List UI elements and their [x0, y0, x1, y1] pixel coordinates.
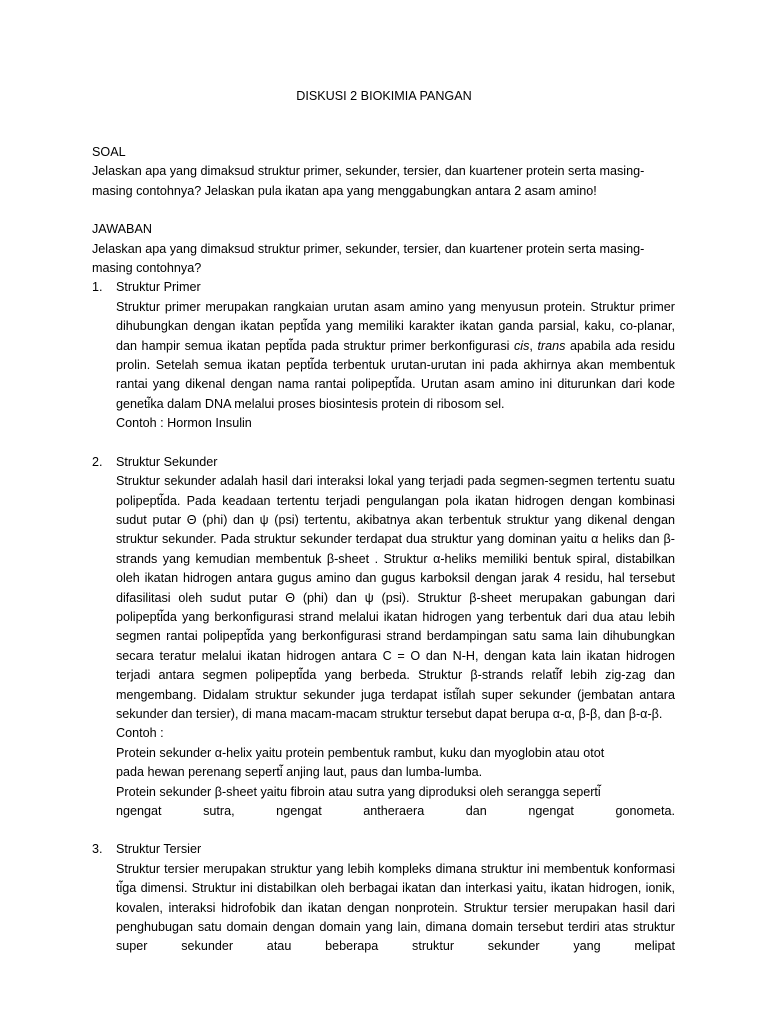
example-line: ngengat sutra, ngengat antheraera dan ngengat gonometa.	[116, 804, 675, 818]
section-body	[116, 298, 675, 414]
italic-trans: trans	[537, 338, 566, 353]
document-body	[92, 143, 675, 957]
body-text-b: apabila ada residu prolin. Setelah semua ikatan pepti͂da terbentuk urutan-urutan ini pada akhirnya akan membentuk rantai yang dikenal dengan nama rantai polipepti͂da. Urutan asam amino ini diturunkan dari kode geneti͂ka dalam DNA melalui proses biosintesis protein di ribosom sel.	[116, 338, 676, 411]
section-number: 1.	[92, 280, 103, 295]
jawaban-intro: Jelaskan apa yang dimaksud struktur primer, sekunder, tersier, dan kuartener protein serta masing-masing contohnya?	[92, 241, 645, 276]
italic-cis: cis	[513, 338, 530, 353]
example-line: Protein sekunder α-helix yaitu protein pembentuk rambut, kuku dan myoglobin atau otot	[116, 745, 605, 760]
example-label: Contoh :	[116, 726, 164, 741]
soal-heading: SOAL	[92, 145, 126, 159]
section-number: 2.	[92, 454, 103, 469]
body-text-a: Struktur primer merupakan rangkaian urutan asam amino yang menyusun protein. Struktur primer dihubungkan dengan ikatan pepti͂da yang memiliki karakter ikatan ganda parsial, kaku, co-planar, dan hampir semua ikatan pepti͂da pada struktur primer berkonfigurasi	[116, 299, 675, 353]
section-body: Struktur tersier merupakan struktur yang lebih kompleks dimana struktur ini membentuk konformasi ti͂ga dimensi. Struktur ini distabilkan oleh berbagai ikatan dan interkasi yaitu, ikatan hidrogen, ionik, kovalen, interaksi hidrofobik dan ikatan dengan nonprotein. Struktur tersier merupakan hasil dari penghubugan satu domain dengan domain yang lain, dimana domain tersebut terdiri atas struktur super sekunder atau beberapa struktur sekunder yang melipat	[116, 861, 675, 954]
section-heading: Struktur Tersier	[116, 842, 202, 857]
soal-text: Jelaskan apa yang dimaksud struktur primer, sekunder, tersier, dan kuartener protein serta masing-masing contohnya? Jelaskan pula ikatan apa yang menggabungkan antara 2 asam amino!	[92, 164, 645, 198]
section-heading: Struktur Sekunder	[116, 454, 218, 469]
example-line: pada hewan perenang seperti͂ anjing laut, paus dan lumba-lumba.	[116, 765, 483, 780]
section-heading: Struktur Primer	[116, 280, 201, 295]
example-line: Protein sekunder β-sheet yaitu fibroin atau sutra yang diproduksi oleh serangga seperti͂	[116, 784, 601, 799]
document-title: DISKUSI 2 BIOKIMIA PANGAN	[296, 89, 472, 103]
jawaban-heading: JAWABAN	[92, 222, 152, 237]
section-struktur-sekunder	[92, 453, 675, 822]
section-struktur-primer	[92, 278, 675, 433]
section-number: 3.	[92, 842, 103, 857]
body-comma: ,	[529, 338, 538, 353]
section-struktur-tersier	[92, 840, 675, 956]
section-body: Struktur sekunder adalah hasil dari interaksi lokal yang terjadi pada segmen-segmen tertentu suatu polipepti͂da. Pada keadaan tertentu terjadi pengulangan pola ikatan hidrogen dengan kombinasi sudut putar Θ (phi) dan ψ (psi) tertentu, akibatnya akan terbentuk struktur yang dikenal dengan struktur sekunder. Pada struktur sekunder terdapat dua struktur yang dominan yaitu α heliks dan β-strands yang kemudian membentuk β-sheet . Struktur α-heliks memiliki bentuk spiral, distabilkan oleh ikatan hidrogen antara gugus amino dan gugus karboksil dengan jarak 4 residu, hal tersebut difasilitasi oleh sudut putar Θ (phi) dan ψ (psi). Struktur β-sheet merupakan gabungan dari polipepti͂da yang berkonfigurasi strand melalui ikatan hidrogen yang terbentuk dari dua atau lebih segmen rantai polipepti͂da yang berkonfigurasi strand berdampingan satu sama lain dihubungkan secara teratur melalui ikatan hidrogen antara C = O dan N-H, dengan kata lain ikatan hidrogen terjadi antara segmen polipepti͂da yang berbeda. Struktur β-strands relati͂f lebih zig-zag dan mengembang. Didalam struktur sekunder juga terdapat isti͂lah super sekunder (jembatan antara sekunder dan tersier), di mana macam-macam struktur tersebut dapat berupa α-α, β-β, dan β-α-β.	[116, 474, 675, 721]
section-example: Contoh : Hormon Insulin	[116, 416, 252, 431]
